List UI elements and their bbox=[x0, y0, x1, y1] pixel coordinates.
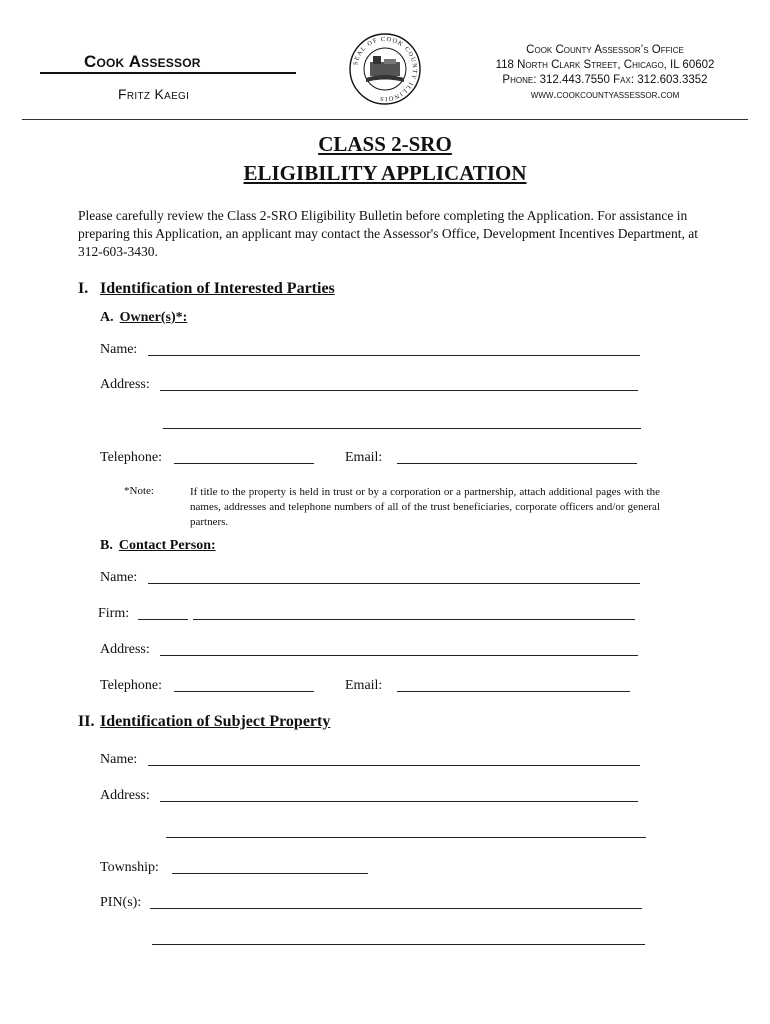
owner-address-label: Address: bbox=[100, 377, 150, 392]
property-name-field[interactable] bbox=[148, 765, 640, 766]
section-1-heading: I. Identification of Interested Parties bbox=[78, 280, 335, 297]
pins-field[interactable] bbox=[150, 908, 642, 909]
owner-note-label: *Note: bbox=[124, 485, 154, 497]
form-title-line2: ELIGIBILITY APPLICATION bbox=[243, 161, 527, 185]
org-name: Cook Assessor bbox=[84, 52, 201, 71]
office-website-link[interactable]: www.cookcountyassessor.com bbox=[530, 89, 680, 101]
contact-address-label: Address: bbox=[100, 642, 150, 657]
org-name-underline bbox=[40, 72, 296, 74]
county-seal-logo bbox=[348, 32, 422, 106]
owner-name-label: Name: bbox=[100, 342, 138, 357]
contact-address-field[interactable] bbox=[160, 655, 638, 656]
svg-text:SEAL OF COOK COUNTY ILLINOIS: SEAL OF COOK COUNTY ILLINOIS bbox=[352, 35, 419, 103]
township-field[interactable] bbox=[172, 873, 368, 874]
contact-email-label: Email: bbox=[345, 678, 383, 693]
contact-telephone-label: Telephone: bbox=[100, 678, 162, 693]
owner-name-field[interactable] bbox=[148, 355, 640, 356]
contact-email-field[interactable] bbox=[397, 691, 630, 692]
assessor-name: Fritz Kaegi bbox=[118, 86, 190, 102]
owner-note-text: If title to the property is held in trust or by a corporation or a partnership, attach additional pages with the names, addresses and telephone numbers of all of the trust beneficiaries, corporate officers and/or general partners. bbox=[190, 486, 660, 528]
office-contact-block bbox=[460, 43, 750, 103]
owner-telephone-label: Telephone: bbox=[100, 450, 162, 465]
intro-paragraph: Please carefully review the Class 2-SRO Eligibility Bulletin before completing the Application. For assistance in preparing this Application, an applicant may contact the Assessor's Office, Development Incentives Department, at 312-603-3430. bbox=[78, 208, 698, 259]
office-address: 118 North Clark Street, Chicago, IL 60602 bbox=[495, 59, 715, 71]
property-address-field[interactable] bbox=[160, 801, 638, 802]
contact-firm-label: Firm: bbox=[98, 606, 130, 621]
property-name-label: Name: bbox=[100, 752, 138, 767]
owner-email-label: Email: bbox=[345, 450, 383, 465]
owner-email-field[interactable] bbox=[397, 463, 637, 464]
owner-address-field[interactable] bbox=[160, 390, 638, 391]
office-name: Cook County Assessor’s Office bbox=[526, 44, 684, 56]
property-address-field-line2[interactable] bbox=[166, 837, 646, 838]
contact-name-label: Name: bbox=[100, 570, 138, 585]
subsection-owner-heading: A. Owner(s)*: bbox=[100, 310, 188, 325]
subsection-contact-heading: B. Contact Person: bbox=[100, 538, 216, 553]
office-phone-fax: Phone: 312.443.7550 Fax: 312.603.3352 bbox=[502, 74, 708, 86]
owner-address-field-line2[interactable] bbox=[163, 428, 641, 429]
owner-telephone-field[interactable] bbox=[174, 463, 314, 464]
contact-firm-field[interactable] bbox=[193, 619, 635, 620]
section-2-heading: II. Identification of Subject Property bbox=[78, 713, 331, 730]
form-title-line1: CLASS 2-SRO bbox=[318, 132, 452, 156]
pins-label: PIN(s): bbox=[100, 895, 142, 910]
contact-firm-field-short[interactable] bbox=[138, 619, 188, 620]
contact-telephone-field[interactable] bbox=[174, 691, 314, 692]
property-address-label: Address: bbox=[100, 788, 150, 803]
header-divider bbox=[22, 119, 748, 120]
contact-name-field[interactable] bbox=[148, 583, 640, 584]
township-label: Township: bbox=[100, 860, 159, 875]
pins-field-line2[interactable] bbox=[152, 944, 645, 945]
